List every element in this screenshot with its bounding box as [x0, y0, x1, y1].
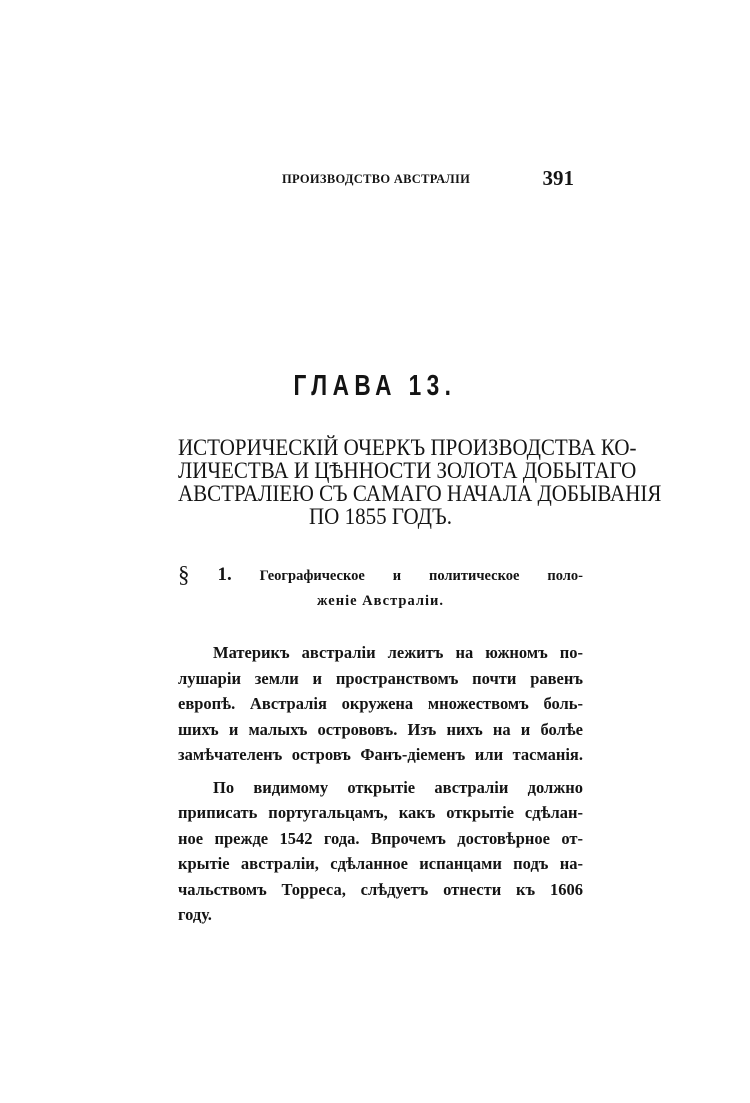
text-line: европѣ. Австралія окружена множествомъ боль- — [178, 694, 583, 713]
section-heading — [178, 562, 583, 614]
chapter-subtitle — [178, 433, 662, 530]
running-title: ПРОИЗВОДСТВО АВСТРАЛІИ — [282, 172, 471, 186]
paragraph — [178, 775, 583, 928]
text-line: ное прежде 1542 года. Впрочемъ достовѣрное от- — [178, 828, 583, 848]
chapter-title: ГЛАВА 13. — [293, 370, 457, 402]
text-line: По видимому открытіе австраліи должно — [213, 777, 583, 797]
text-line: приписать португальцамъ, какъ открытіе сдѣлан- — [178, 803, 583, 822]
page-number: 391 — [542, 166, 574, 190]
body-text — [178, 640, 583, 928]
text-line: шихъ и малыхъ острововъ. Изъ нихъ на и болѣе — [178, 719, 583, 739]
paragraph — [178, 640, 583, 768]
subtitle-line: АВСТРАЛІЕЮ СЪ САМАГО НАЧАЛА ДОБЫВАНІЯ — [178, 479, 662, 507]
subtitle-line: ПО 1855 ГОДЪ. — [309, 502, 452, 530]
text-line: лушаріи земли и пространствомъ почти равенъ — [178, 668, 583, 688]
subtitle-line: ЛИЧЕСТВА И ЦѢННОСТИ ЗОЛОТА ДОБЫТАГО — [178, 456, 637, 484]
running-header — [282, 168, 574, 192]
section-heading-line — [178, 562, 583, 589]
section-title-part2: женіе Австраліи. — [316, 593, 444, 609]
subtitle-line: ИСТОРИЧЕСКІЙ ОЧЕРКЪ ПРОИЗВОДСТВА КО- — [178, 433, 637, 461]
text-line: Материкъ австраліи лежитъ на южномъ по- — [213, 643, 583, 662]
text-line: крытіе австраліи, сдѣланное испанцами подъ на- — [178, 854, 583, 873]
text-line: чальствомъ Торреса, слѣдуетъ отнести къ 1606 — [178, 879, 583, 899]
section-title-part1: Географическое и политическое поло- — [259, 568, 584, 584]
text-line: замѣчателенъ островъ Фанъ-діеменъ или тасманія. — [178, 745, 583, 764]
section-mark: § — [178, 562, 190, 587]
section-number: 1. — [217, 564, 232, 585]
text-line: году. — [178, 905, 212, 924]
